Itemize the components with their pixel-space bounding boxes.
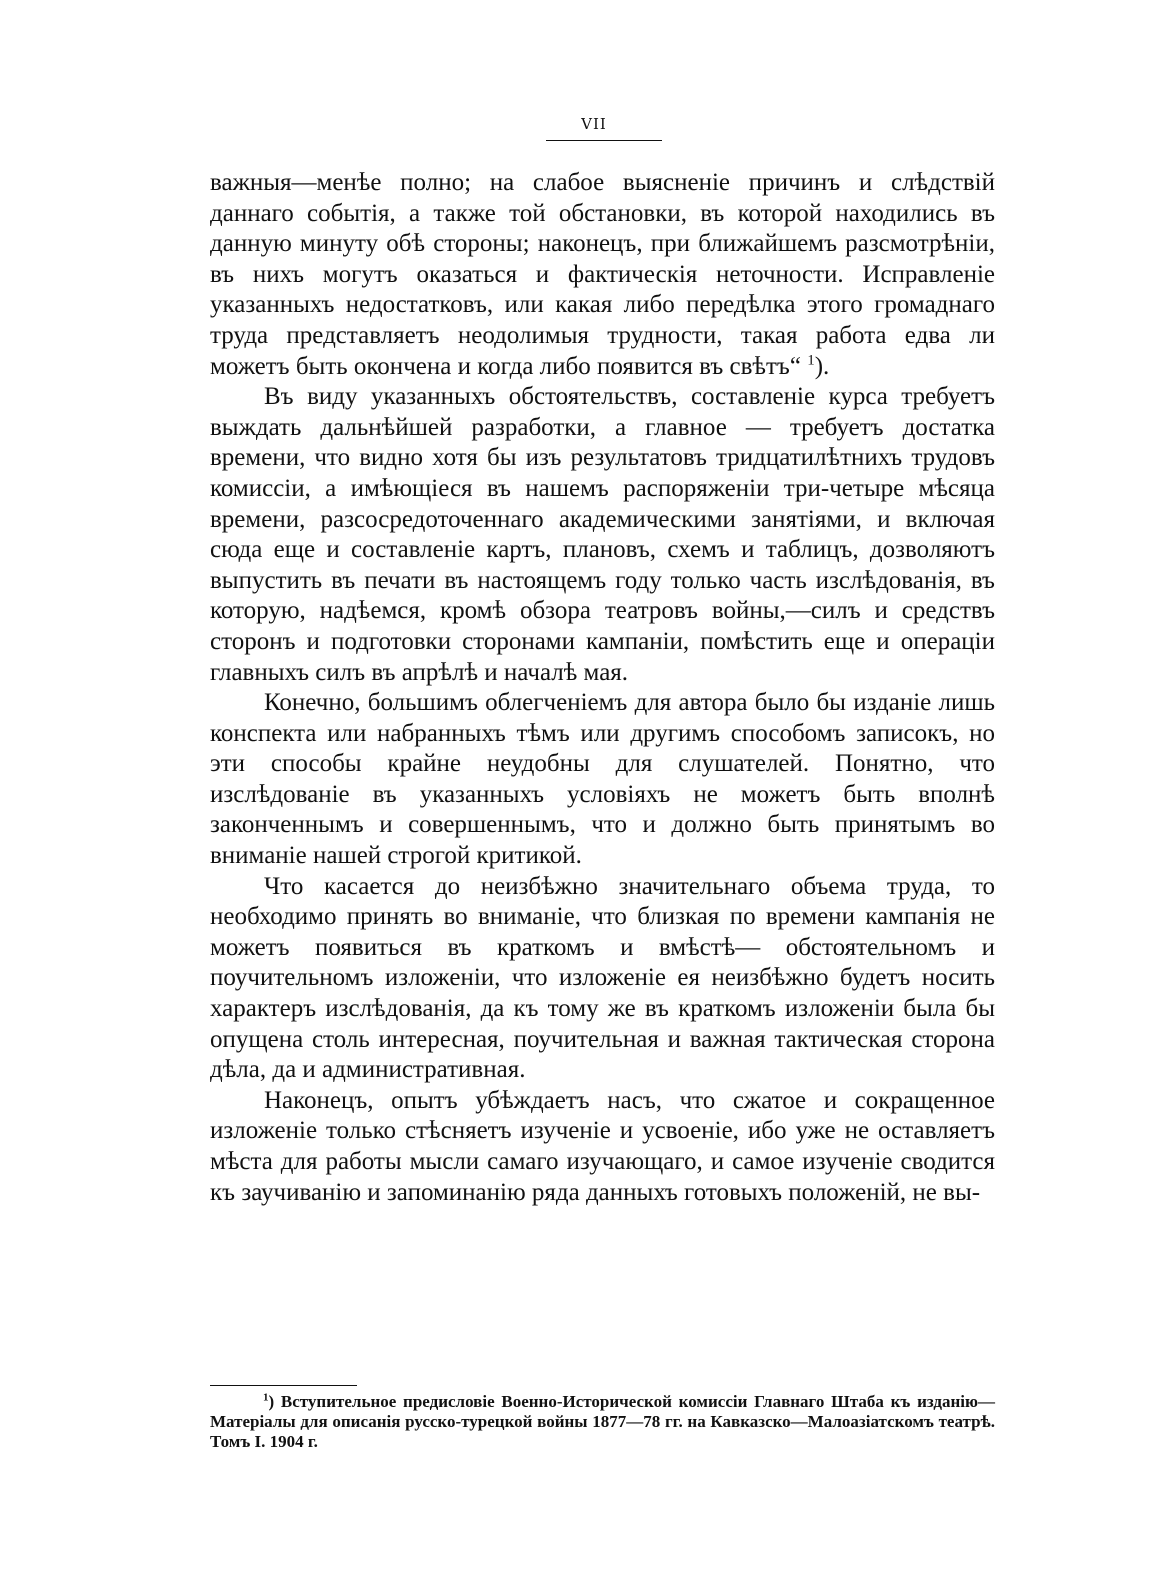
body-text	[210, 168, 995, 1208]
paragraph-1	[210, 168, 995, 382]
footnote-rule	[210, 1385, 357, 1386]
page-number: VII	[581, 115, 607, 133]
footnote-reference[interactable]: 1	[807, 352, 815, 369]
footnote	[210, 1392, 995, 1452]
paragraph-5: Наконецъ, опытъ убѣждаетъ насъ, что сжатое и сокращенное изложеніе только стѣсняетъ изученіе и усвоеніе, ибо уже не оставляетъ мѣста для работы мысли самаго изучающаго, и самое изученіе сводится къ заучиванію и запоминанію ряда данныхъ готовыхъ положеній, не вы-	[210, 1086, 995, 1206]
header-rule	[546, 140, 662, 141]
paragraph-2: Въ виду указанныхъ обстоятельствъ, составленіе курса требуетъ выждать дальнѣйшей разработки, а главное — требуетъ достатка времени, что видно хотя бы изъ результатовъ тридцатилѣтнихъ трудовъ комиссіи, а имѣющіеся въ нашемъ распоряженіи три-четыре мѣсяца времени, разсосредоточеннаго академическими занятіями, и включая сюда еще и составленіе картъ, плановъ, схемъ и таблицъ, дозволяютъ выпустить въ печати въ настоящемъ году только часть изслѣдованія, въ которую, надѣемся, кромѣ обзора театровъ войны,—силъ и средствъ сторонъ и подготовки сторонами кампаніи, помѣстить еще и операціи главныхъ силъ въ апрѣлѣ и началѣ мая.	[210, 383, 995, 686]
paragraph-3: Конечно, большимъ облегченіемъ для автора было бы изданіе лишь конспекта или набранныхъ тѣмъ или другимъ способомъ записокъ, но эти способы крайне неудобны для слушателей. Понятно, что изслѣдованіе въ указанныхъ условіяхъ не можетъ быть вполнѣ законченнымъ и совершеннымъ, что и должно быть принятымъ во вниманіе нашей строгой критикой.	[210, 689, 995, 870]
paragraph-4: Что касается до неизбѣжно значительнаго объема труда, то необходимо принять во вниманіе, что близкая по времени кампанія не можетъ появиться въ краткомъ и вмѣстѣ— обстоятельномъ и поучительномъ изложеніи, что изложеніе ея неизбѣжно будетъ носить характеръ изслѣдованія, да къ тому же въ краткомъ изложеніи была бы опущена столь интересная, поучительная и важная тактическая сторона дѣла, да и административная.	[210, 872, 995, 1084]
footnote-text: ) Вступительное предисловіе Военно-Исторической комиссіи Главнаго Штаба къ изданію—Матеріалы для описанія русско-турецкой войны 1877—78 гг. на Кавказско—Малоазіатскомъ театрѣ. Томъ I. 1904 г.	[210, 1392, 995, 1451]
footnote-mark: 1	[263, 1391, 269, 1404]
footnote-reference-tail: ).	[814, 352, 830, 380]
paragraph-1-text: важныя—менѣе полно; на слабое выясненіе причинъ и слѣдствій даннаго событія, а также той обстановки, въ которой находились въ данную минуту обѣ стороны; наконецъ, при ближайшемъ разсмотрѣніи, въ нихъ могутъ оказаться и фактическія неточности. Исправленіе указанныхъ недостатковъ, или какая либо передѣлка этого громаднаго труда представляетъ неодолимыя трудности, такая работа едва ли можетъ быть окончена и когда либо появится въ свѣтъ“	[210, 169, 995, 380]
